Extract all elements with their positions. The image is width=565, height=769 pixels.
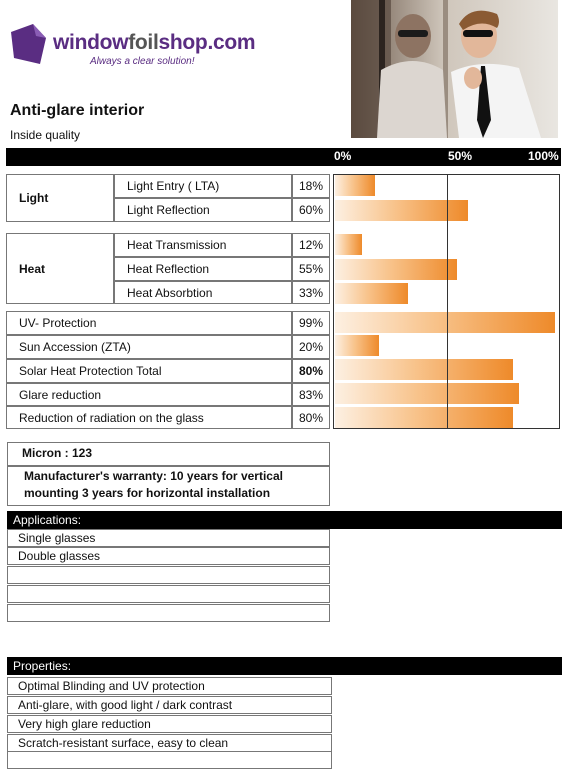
application-item: [7, 566, 330, 584]
metric-value-sun-accession: 20%: [292, 335, 330, 359]
metric-value-light-entry: 18%: [292, 174, 330, 198]
metric-label-glare-reduction: Glare reduction: [6, 383, 292, 406]
properties-heading: Properties:: [7, 657, 562, 675]
bar-heat-absorption: [335, 283, 408, 304]
logo-mark-icon: [8, 22, 48, 66]
brand-logo[interactable]: [8, 22, 278, 72]
bar-light-reflection: [335, 200, 468, 221]
metric-label-solar-heat-total: Solar Heat Protection Total: [6, 359, 292, 383]
chart-midline: [447, 174, 448, 429]
bar-heat-reflection: [335, 259, 457, 280]
metric-label-uv-protection: UV- Protection: [6, 311, 292, 335]
metric-label-sun-accession: Sun Accession (ZTA): [6, 335, 292, 359]
application-item: [7, 604, 330, 622]
bar-radiation-reduction: [335, 407, 513, 428]
metric-label-light-reflection: Light Reflection: [114, 198, 292, 222]
bar-heat-transmission: [335, 234, 362, 255]
group-heat: Heat: [6, 233, 114, 304]
bar-light-entry: [335, 175, 375, 196]
metric-value-heat-absorption: 33%: [292, 281, 330, 304]
metric-value-heat-reflection: 55%: [292, 257, 330, 281]
metric-label-heat-absorption: Heat Absorbtion: [114, 281, 292, 304]
metric-value-radiation-reduction: 80%: [292, 406, 330, 429]
micron-text: Micron : 123: [22, 446, 93, 460]
property-item: Scratch-resistant surface, easy to clean: [7, 734, 332, 752]
scale-max: 100%: [528, 149, 559, 163]
applications-heading: Applications:: [7, 511, 562, 529]
group-light: Light: [6, 174, 114, 222]
metric-label-heat-reflection: Heat Reflection: [114, 257, 292, 281]
property-item: Anti-glare, with good light / dark contrast: [7, 696, 332, 714]
application-item: Single glasses: [7, 529, 330, 547]
product-subtitle: Inside quality: [10, 128, 81, 142]
metric-label-radiation-reduction: Reduction of radiation on the glass: [6, 406, 292, 429]
property-item: Very high glare reduction: [7, 715, 332, 733]
bar-glare-reduction: [335, 383, 519, 404]
logo-wordmark: windowfoilshop.com: [53, 31, 256, 54]
bar-solar-heat-total: [335, 359, 513, 380]
property-item: Optimal Blinding and UV protection: [7, 677, 332, 695]
property-item: [7, 751, 332, 769]
metric-value-uv-protection: 99%: [292, 311, 330, 335]
scale-min: 0%: [334, 149, 352, 163]
warranty-line-1: Manufacturer's warranty: 10 years for vertical: [24, 469, 283, 483]
scale-bar: [6, 148, 561, 166]
metric-value-glare-reduction: 83%: [292, 383, 330, 406]
metric-value-heat-transmission: 12%: [292, 233, 330, 257]
metric-value-light-reflection: 60%: [292, 198, 330, 222]
scale-mid: 50%: [448, 149, 473, 163]
product-title: Anti-glare interior: [10, 102, 145, 119]
bar-uv-protection: [335, 312, 555, 333]
metric-label-light-entry: Light Entry ( LTA): [114, 174, 292, 198]
logo-tagline: Always a clear solution!: [90, 56, 195, 67]
warranty-line-2: mounting 3 years for horizontal installation: [24, 486, 271, 500]
metric-label-heat-transmission: Heat Transmission: [114, 233, 292, 257]
application-item: [7, 585, 330, 603]
application-item: Double glasses: [7, 547, 330, 565]
product-photo: [351, 0, 558, 138]
bar-sun-accession: [335, 335, 379, 356]
metric-value-solar-heat-total: 80%: [292, 359, 330, 383]
